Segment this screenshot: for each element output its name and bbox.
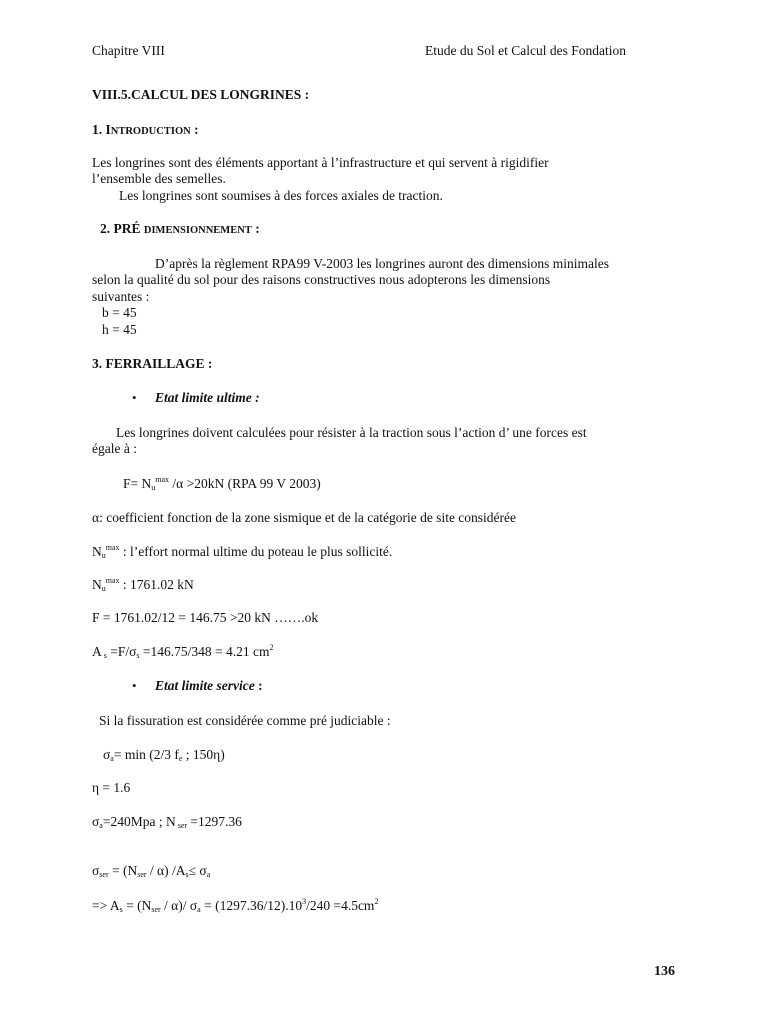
res-sup2: 2 [374,897,379,906]
nser-val: =1297.36 [187,814,242,829]
predim-line-2: selon la qualité du sol pour des raisons constructives nous adopterons les dimensions [92,272,551,287]
predim-line-1: D’après la règlement RPA99 V-2003 les longrines auront des dimensions minimales [155,256,609,271]
alpha-definition: α: coefficient fonction de la zone sismique et de la catégorie de site considérée [92,510,517,525]
ser-a-sub: a [206,870,211,879]
ser-nser-sub: ser [137,870,147,879]
heading-predim [100,221,260,240]
intro-line-2: l’ensemble des semelles. [92,171,226,186]
as-sup: 2 [269,643,274,652]
formula-f [123,476,321,493]
heading-introduction-colon: : [190,122,199,137]
res-sup: 3 [302,897,307,906]
res-end2: /240 =4.5cm [306,898,375,913]
sigma-val-sym: σ [92,814,100,829]
els-title-colon: : [254,678,263,693]
nu-def-sub: u [101,551,106,560]
nser-sub: ser [175,821,188,830]
nu-val-n: N [92,577,102,592]
sigma-val-end: =240Mpa ; N [102,814,176,829]
elu-title: Etat limite ultime : [155,390,260,405]
heading-introduction [92,122,199,141]
heading-predim-num: 2. PRÉ [100,221,144,236]
fissuration-text: Si la fissuration est considérée comme pré judiciable : [99,713,391,728]
sigma-a-sym: σ [103,747,111,762]
section-title: VIII.5.CALCUL DES LONGRINES : [92,87,310,102]
ser-le: ≤ σ [188,863,207,878]
ser-mid2: / α) /A [146,863,186,878]
bullet-elu: • [132,390,137,405]
intro-line-3: Les longrines sont soumises à des forces axiales de traction. [119,188,443,203]
predim-line-3: suivantes : [92,289,150,304]
els-title-text: Etat limite service [155,678,255,693]
sigma-a-sub: a [110,754,114,763]
heading-introduction-num: 1. I [92,122,111,137]
as-calculation [92,644,274,661]
as-sub: s [101,651,107,660]
heading-ferraillage: 3. FERRAILLAGE : [92,356,213,371]
nu-def-n: N [92,544,102,559]
res-prefix: => A [92,898,120,913]
nu-val-text: : 1761.02 kN [119,577,194,592]
ser-mid1: = (N [108,863,138,878]
sigma-a-fe-sub: e [178,754,183,763]
sigma-val-sub: a [99,821,103,830]
nu-definition [92,544,392,561]
res-end: = (1297.36/12).10 [200,898,303,913]
sigma-a-mid: = min (2/3 f [113,747,179,762]
nu-value [92,577,194,594]
elu-text-2: égale à : [92,441,137,456]
sigma-a-value [92,814,242,831]
ser-sub: ser [99,870,109,879]
header-title: Etude du Sol et Calcul des Fondation [425,43,626,58]
sigma-a-definition [103,747,225,764]
header-chapter: Chapitre VIII [92,43,165,58]
formula-f-sup: max [155,475,170,484]
els-title [155,678,263,695]
eta-value: η = 1.6 [92,780,131,795]
nu-def-text: : l’effort normal ultime du poteau le plus sollicité. [119,544,393,559]
ser-sigma: σ [92,863,100,878]
ser-as-sub: s [185,870,189,879]
intro-line-1: Les longrines sont des éléments apportant à l’infrastructure et qui servent à rigidifier [92,155,549,170]
res-ser-sub: ser [151,905,161,914]
sigma-a-end: ; 150η) [182,747,225,762]
as-end: =146.75/348 = 4.21 cm [139,644,270,659]
as-a: A [92,644,102,659]
res-as-sub: s [119,905,123,914]
res-a-sub: a [197,905,201,914]
heading-predim-rest: DIMENSIONNEMENT [143,225,252,236]
heading-introduction-rest: NTRODUCTION [110,126,191,137]
predim-b: b = 45 [102,305,137,320]
res-mid2: / α)/ σ [160,898,198,913]
as-result [92,898,378,915]
nu-def-sup: max [105,543,120,552]
f-calculation: F = 1761.02/12 = 146.75 >20 kN …….ok [92,610,319,625]
formula-f-suffix: /α >20kN (RPA 99 V 2003) [169,476,321,491]
as-mid: =F/σ [106,644,137,659]
heading-predim-colon: : [251,221,260,236]
predim-h: h = 45 [102,322,137,337]
formula-f-sub: u [151,483,156,492]
elu-text-1: Les longrines doivent calculées pour résister à la traction sous l’action d’ une forces est [116,425,587,440]
formula-f-prefix: F= N [123,476,152,491]
nu-val-sup: max [105,576,120,585]
nu-val-sub: u [101,584,106,593]
as-sub2: s [136,651,140,660]
page-number: 136 [654,964,675,979]
bullet-els: • [132,678,137,693]
res-mid1: = (N [122,898,152,913]
sigma-ser-condition [92,863,210,880]
